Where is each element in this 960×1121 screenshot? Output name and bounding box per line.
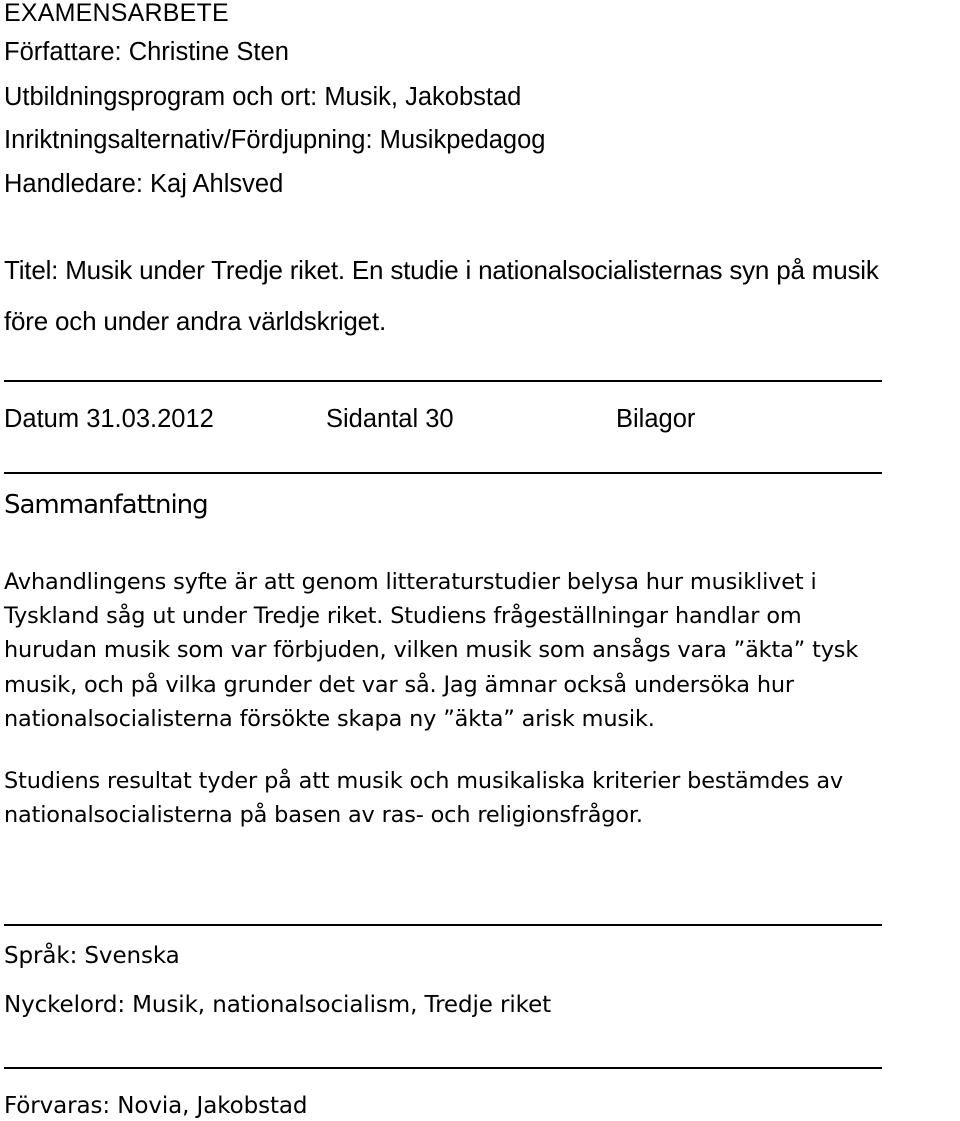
keywords-field: Nyckelord: Musik, nationalsocialism, Tredje riket	[4, 992, 552, 1018]
divider-line	[4, 1067, 882, 1069]
summary-line: musik, och på vilka grunder det var så. Jag ämnar också undersöka hur	[4, 671, 794, 698]
storage-field: Förvaras: Novia, Jakobstad	[4, 1093, 308, 1119]
divider-line	[4, 380, 882, 382]
summary-line: hurudan musik som var förbjuden, vilken musik som ansågs vara ”äkta” tysk	[4, 637, 859, 664]
info-row	[4, 404, 904, 436]
summary-line: Studiens resultat tyder på att musik och musikaliska kriterier bestämdes av	[4, 768, 844, 794]
divider-line	[4, 472, 882, 474]
summary-line: Tyskland såg ut under Tredje riket. Studiens frågeställningar handlar om	[4, 603, 802, 630]
divider-line	[4, 924, 882, 926]
date-field: Datum 31.03.2012	[4, 405, 214, 433]
specialization-field: Inriktningsalternativ/Fördjupning: Musikpedagog	[4, 126, 546, 154]
page-count-field: Sidantal 30	[326, 405, 454, 433]
summary-heading: Sammanfattning	[4, 490, 208, 520]
summary-paragraph-1	[4, 565, 956, 736]
document-heading: EXAMENSARBETE	[4, 0, 229, 27]
summary-line: nationalsocialisterna på basen av ras- och religionsfrågor.	[4, 802, 643, 829]
program-field: Utbildningsprogram och ort: Musik, Jakobstad	[4, 83, 522, 111]
thesis-title-line-1: Titel: Musik under Tredje riket. En studie i nationalsocialisternas syn på musik	[4, 255, 879, 285]
thesis-title-line-2: före och under andra världskriget.	[4, 306, 386, 336]
appendices-field: Bilagor	[616, 405, 696, 433]
summary-line: nationalsocialisterna försökte skapa ny ”äkta” arisk musik.	[4, 705, 655, 732]
summary-paragraph-2	[4, 764, 956, 832]
author-field: Författare: Christine Sten	[4, 38, 289, 66]
summary-line: Avhandlingens syfte är att genom litteraturstudier belysa hur musiklivet i	[4, 569, 817, 595]
supervisor-field: Handledare: Kaj Ahlsved	[4, 170, 284, 198]
language-field: Språk: Svenska	[4, 943, 180, 969]
